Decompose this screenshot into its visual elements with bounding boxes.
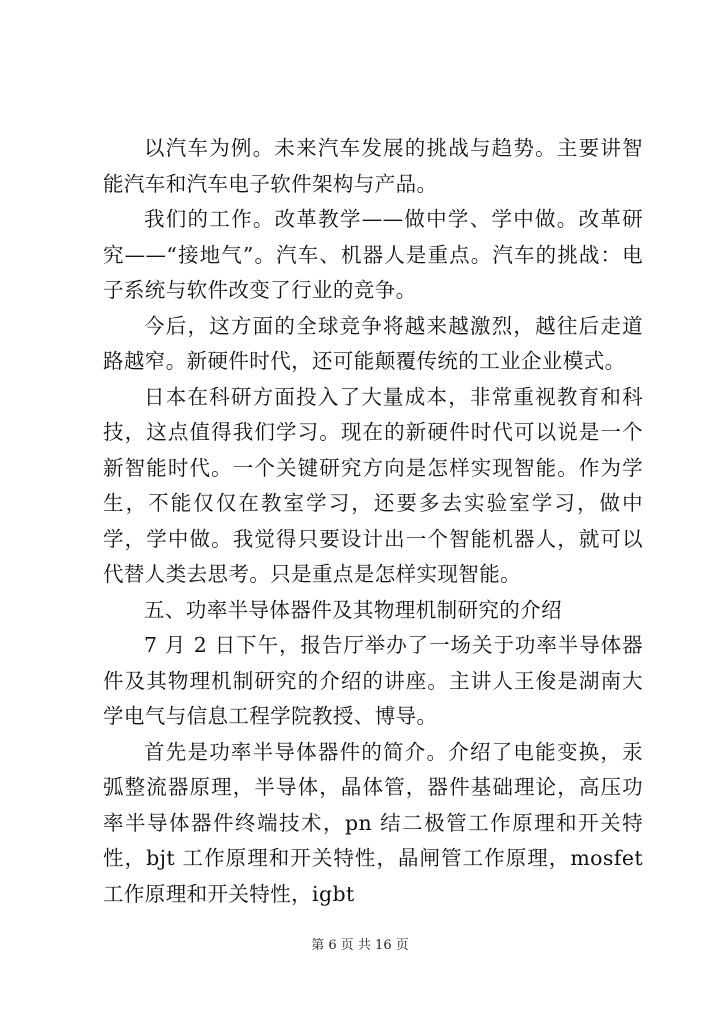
paragraph-car-example: 以汽车为例。未来汽车发展的挑战与趋势。主要讲智能汽车和汽车电子软件架构与产品。	[103, 136, 643, 196]
paragraph-device-overview: 首先是功率半导体器件的简介。介绍了电能变换，汞弧整流器原理，半导体，晶体管，器件基础理论，高压功率半导体器件终端技术，pn 结二极管工作原理和开关特性，bjt 工作原理和开关特性，晶闸管工作原理，mosfet 工作原理和开关特性，igbt	[103, 739, 643, 906]
paragraph-japan-research: 日本在科研方面投入了大量成本，非常重视教育和科技，这点值得我们学习。现在的新硬件时代可以说是一个新智能时代。一个关键研究方向是怎样实现智能。作为学生，不能仅仅在教室学习，还要多去实验室学习，做中学，学中做。我觉得只要设计出一个智能机器人，就可以代替人类去思考。只是重点是怎样实现智能。	[103, 384, 643, 586]
page-footer: 第 6 页 共 16 页	[311, 938, 409, 953]
paragraph-our-work: 我们的工作。改革教学——做中学、学中做。改革研究——“接地气”。汽车、机器人是重点。汽车的挑战：电子系统与软件改变了行业的竞争。	[103, 207, 643, 302]
paragraph-global-competition: 今后，这方面的全球竞争将越来越激烈，越往后走道路越窄。新硬件时代，还可能颠覆传统的工业企业模式。	[103, 313, 643, 373]
document-body	[103, 131, 643, 912]
paragraph-lecture-intro: 7 月 2 日下午，报告厅举办了一场关于功率半导体器件及其物理机制研究的介绍的讲座。主讲人王俊是湖南大学电气与信息工程学院教授、博导。	[103, 633, 643, 728]
section-heading: 五、功率半导体器件及其物理机制研究的介绍	[144, 597, 562, 622]
